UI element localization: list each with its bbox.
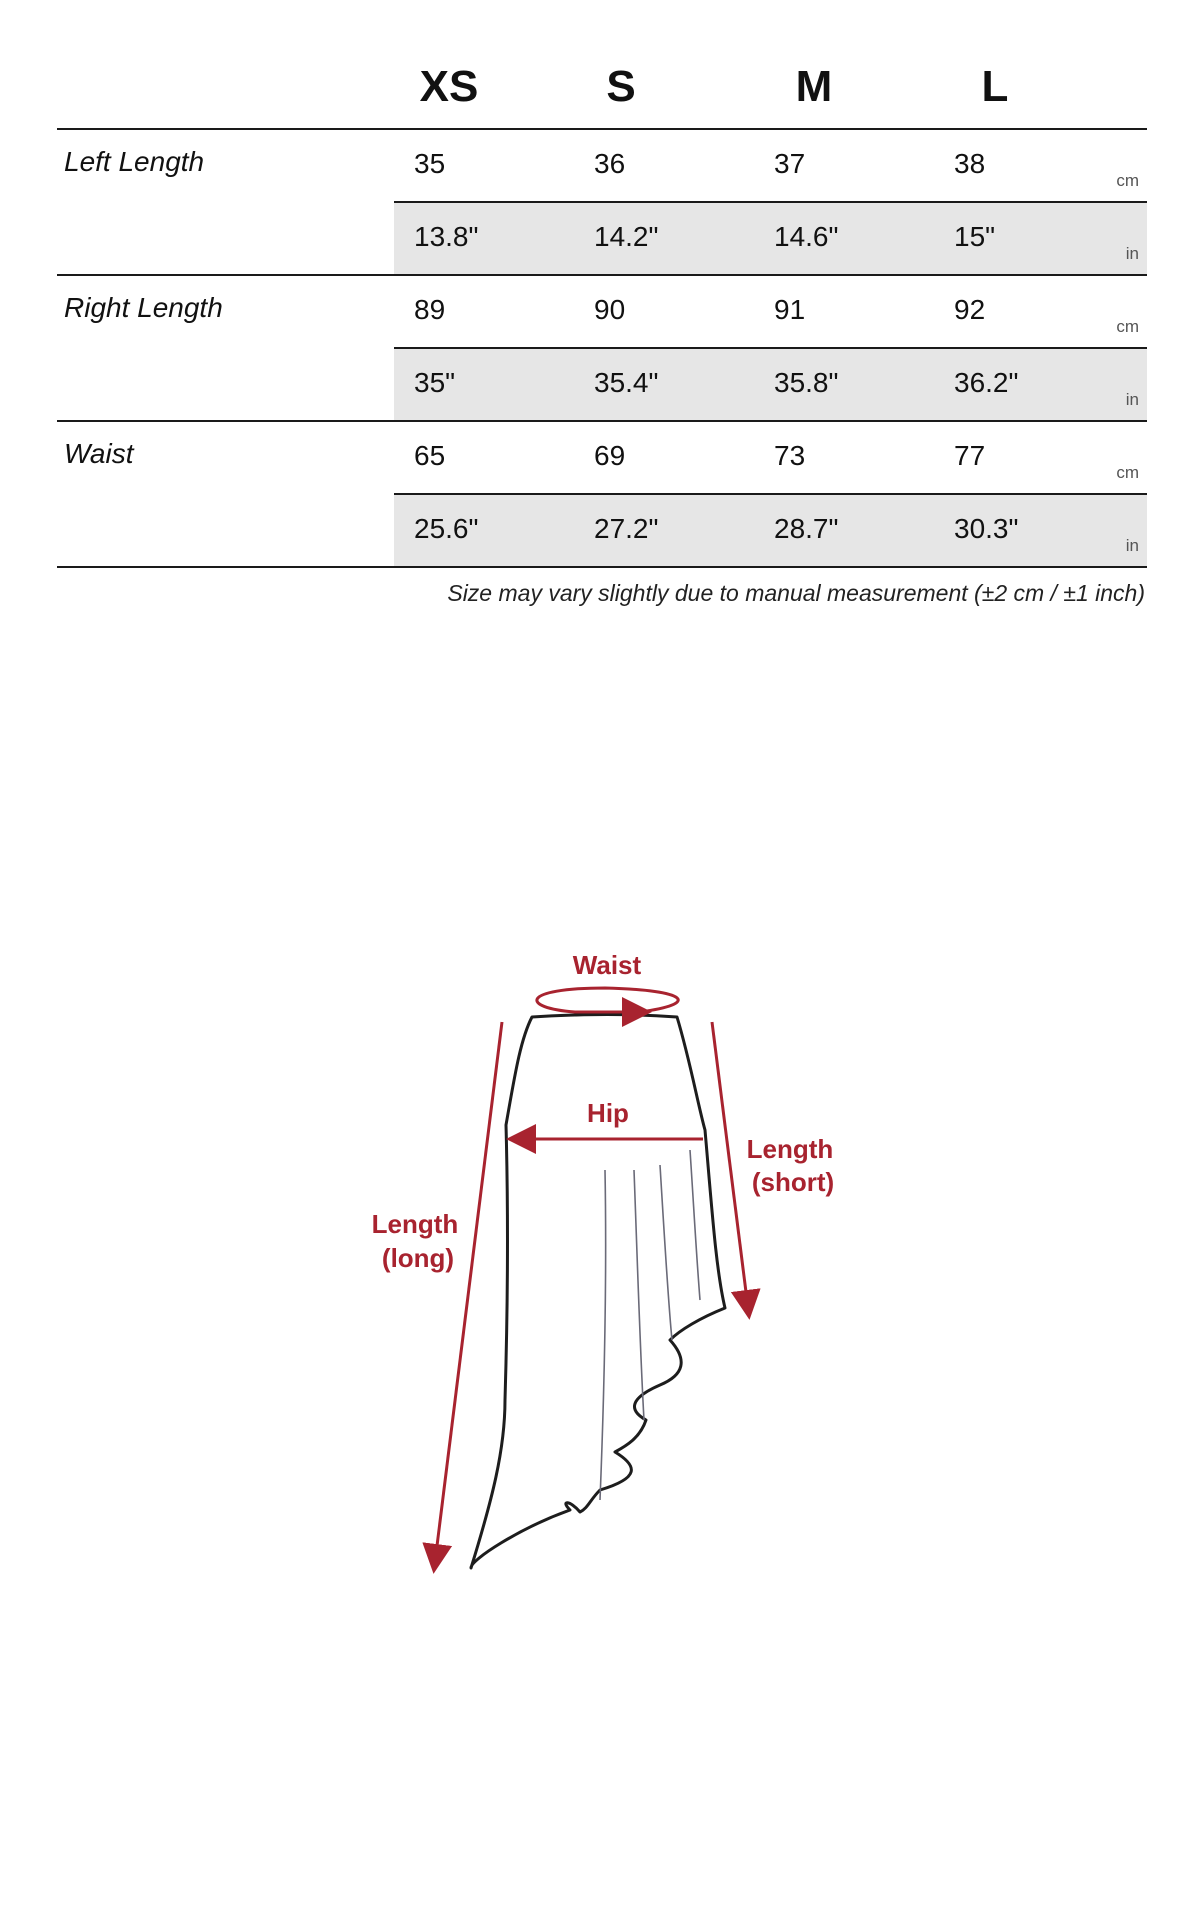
- value-cell: 15": [954, 221, 996, 252]
- size-xs-header: XS: [419, 62, 479, 111]
- value-cell: 91: [774, 294, 806, 325]
- value-cell: 90: [594, 294, 626, 325]
- waist-label: Waist: [572, 950, 642, 980]
- value-cell: 14.6": [774, 221, 839, 252]
- value-cell: 35.4": [594, 367, 659, 398]
- size-chart-table: [57, 50, 1147, 568]
- value-cell: 27.2": [594, 513, 659, 544]
- value-cell: 65: [414, 440, 446, 471]
- hip-label: Hip: [587, 1098, 629, 1128]
- length-long-arrow: [435, 1022, 502, 1562]
- size-l-header: L: [981, 62, 1009, 111]
- unit-label: in: [1125, 390, 1139, 409]
- value-cell: 36.2": [954, 367, 1019, 398]
- value-cell: 77: [954, 440, 986, 471]
- length-short-label: Length: [746, 1134, 834, 1164]
- unit-label: cm: [1116, 171, 1139, 190]
- value-cell: 69: [594, 440, 626, 471]
- value-cell: 30.3": [954, 513, 1019, 544]
- value-cell: 28.7": [774, 513, 839, 544]
- skirt-measurement-diagram: [0, 900, 1200, 1620]
- measurement-label: Right Length: [64, 292, 223, 323]
- value-cell: 38: [954, 148, 986, 179]
- value-cell: 25.6": [414, 513, 479, 544]
- measurement-label: Waist: [64, 438, 134, 469]
- inch-row: [394, 201, 1147, 274]
- inch-row: [394, 493, 1147, 566]
- size-header-row: [57, 50, 1147, 130]
- value-cell: 89: [414, 294, 446, 325]
- value-cell: 13.8": [414, 221, 479, 252]
- measurement-group-left-length: [57, 130, 1147, 276]
- value-cell: 35.8": [774, 367, 839, 398]
- size-s-header: S: [606, 62, 636, 111]
- value-cell: 36: [594, 148, 626, 179]
- measurement-group-right-length: [57, 276, 1147, 422]
- unit-label: cm: [1116, 463, 1139, 482]
- value-cell: 35: [414, 148, 446, 179]
- measurement-group-waist: [57, 422, 1147, 568]
- cm-row: [394, 130, 1147, 201]
- value-cell: 37: [774, 148, 806, 179]
- measurement-note: Size may vary slightly due to manual measurement (±2 cm / ±1 inch): [447, 580, 1145, 606]
- cm-row: [394, 276, 1147, 347]
- unit-label: cm: [1116, 317, 1139, 336]
- length-long-label: Length: [371, 1209, 459, 1239]
- waist-measure-arrow: [537, 988, 678, 1012]
- cm-row: [394, 422, 1147, 493]
- value-cell: 14.2": [594, 221, 659, 252]
- length-short-sublabel: (short): [751, 1167, 835, 1197]
- size-m-header: M: [795, 62, 833, 111]
- unit-label: in: [1125, 244, 1139, 263]
- inch-row: [394, 347, 1147, 420]
- value-cell: 73: [774, 440, 806, 471]
- unit-label: in: [1125, 536, 1139, 555]
- length-long-sublabel: (long): [381, 1243, 455, 1273]
- measurement-label: Left Length: [64, 146, 205, 177]
- value-cell: 35": [414, 367, 456, 398]
- value-cell: 92: [954, 294, 986, 325]
